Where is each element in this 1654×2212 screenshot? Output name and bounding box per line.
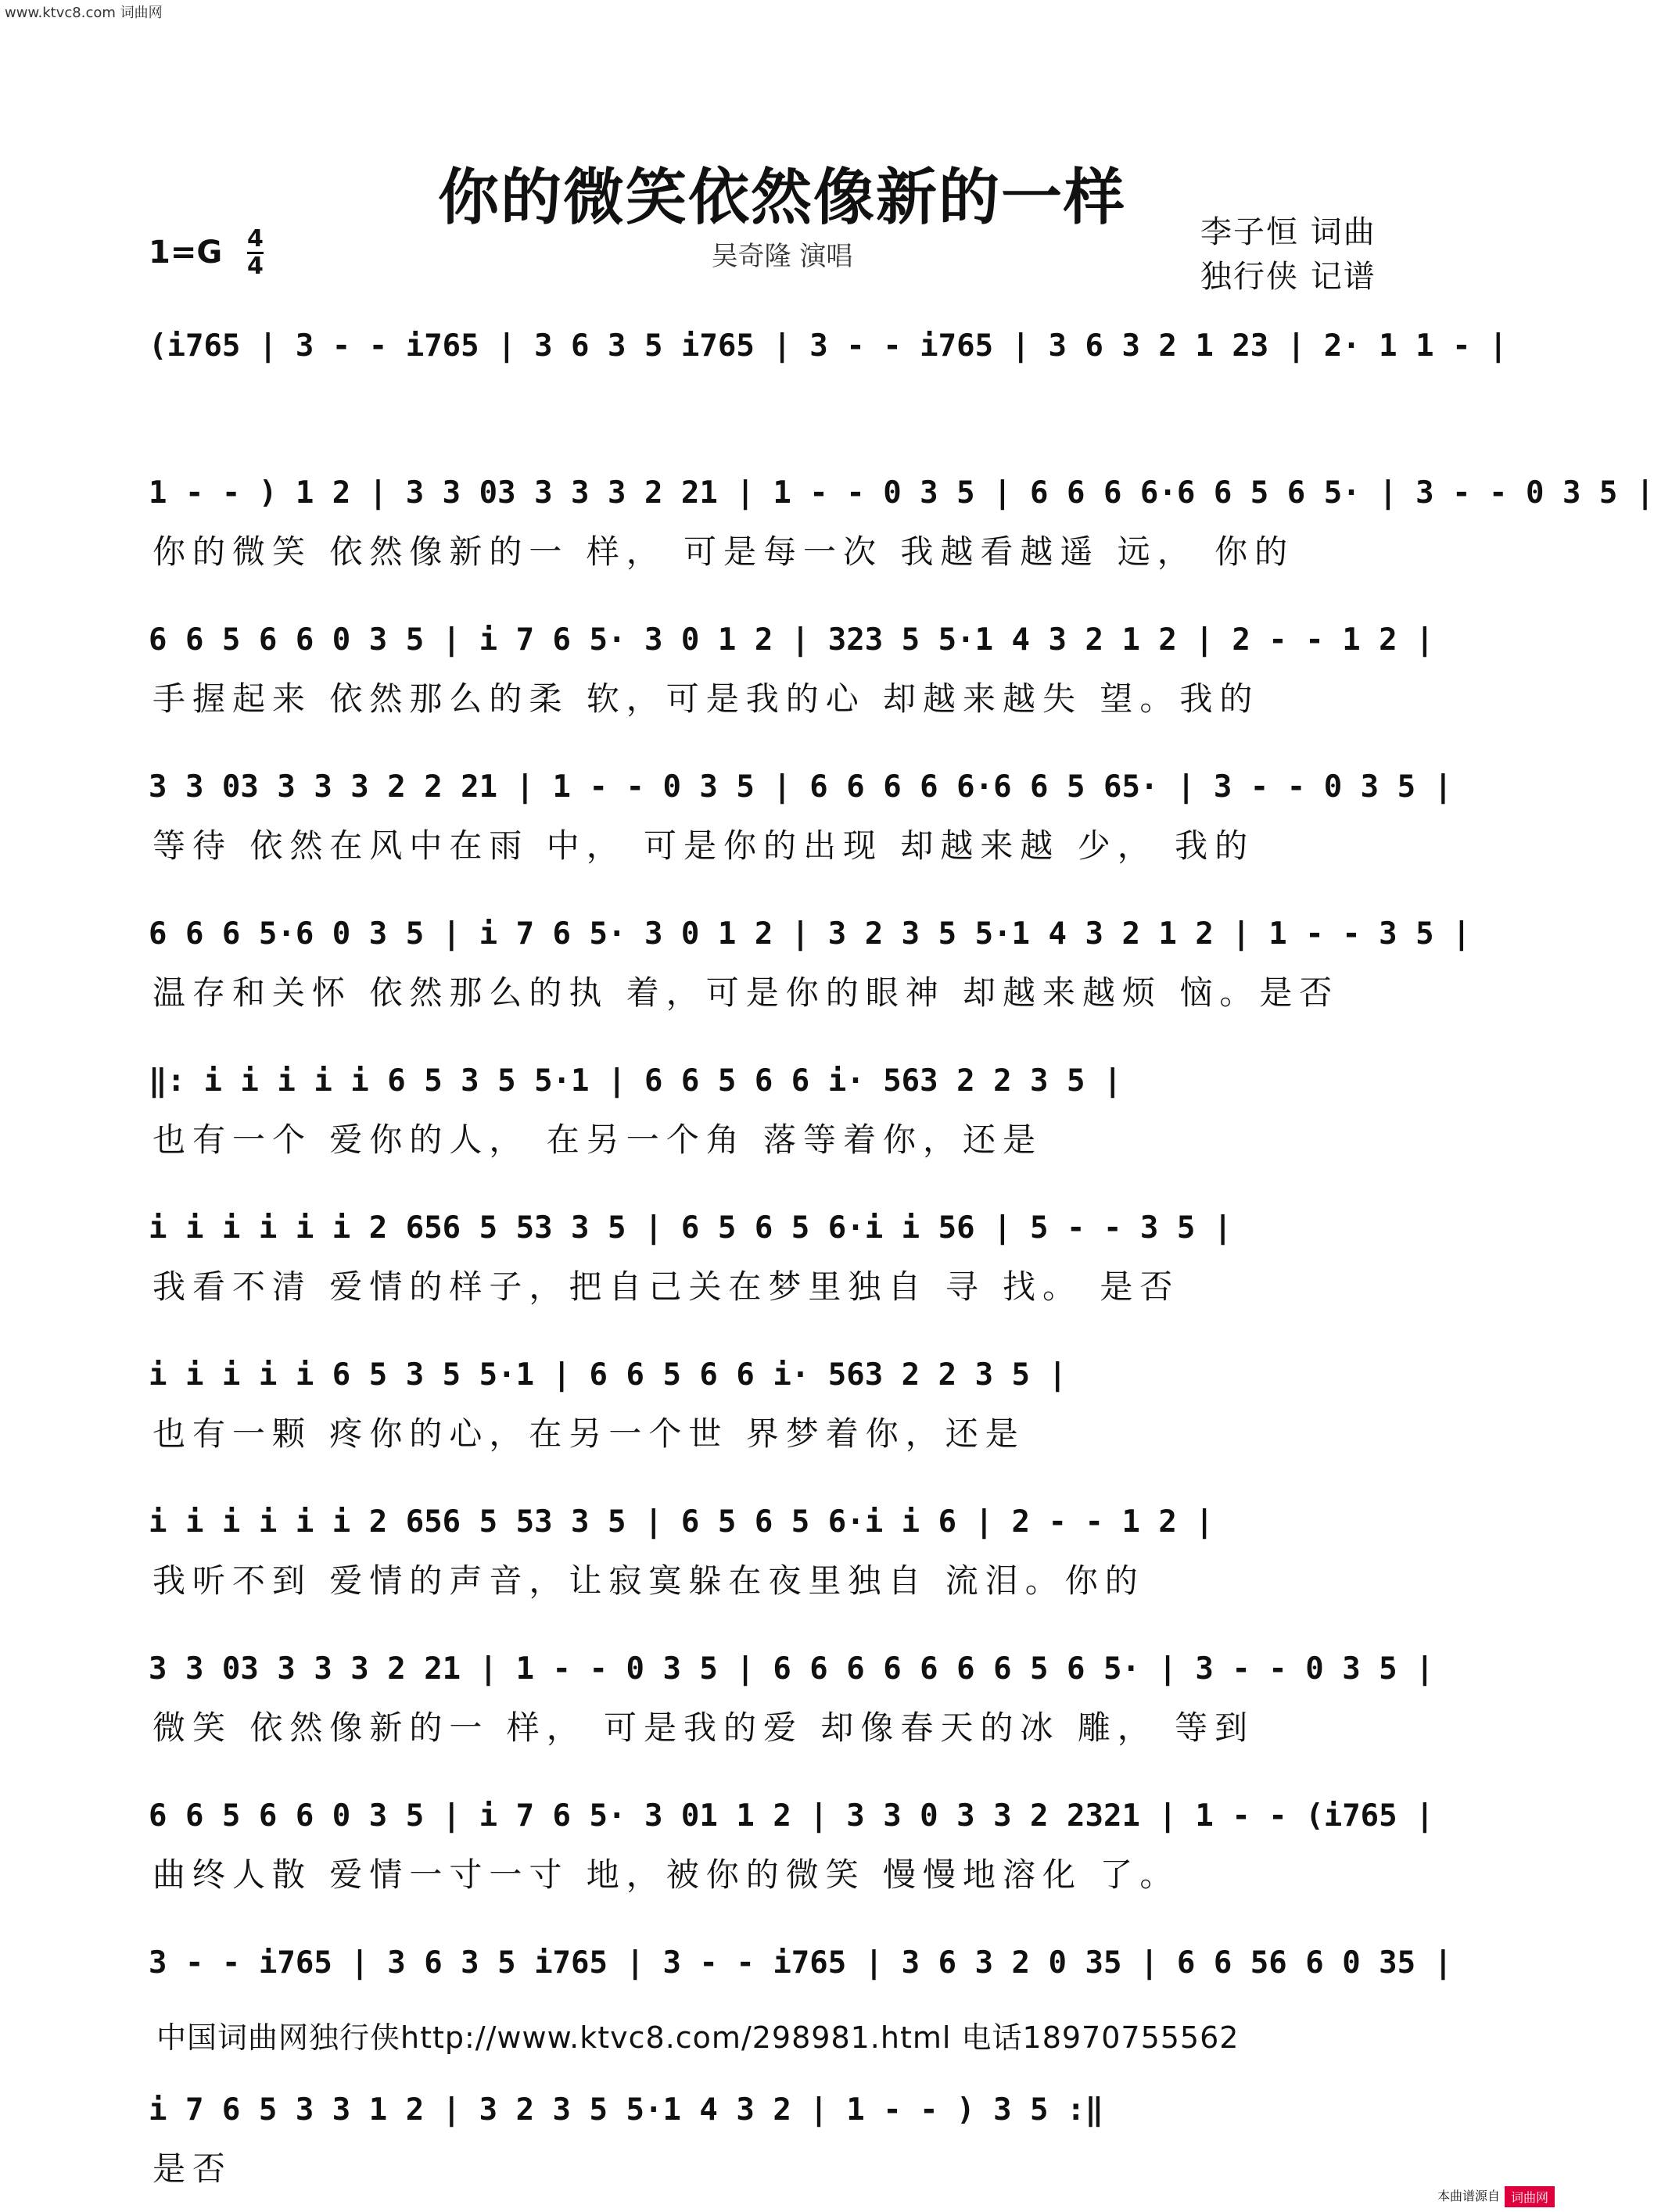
time-signature-bottom: 4 — [247, 253, 264, 280]
lyrics-line: 手握起来 依然那么的柔 软，可是我的心 却越来越失 望。我的 — [152, 679, 1260, 718]
time-signature-top: 4 — [247, 225, 264, 253]
site-header-url[interactable]: www.ktvc8.com 词曲网 — [5, 5, 163, 21]
credit-transcriber: 独行侠 记谱 — [1200, 259, 1376, 295]
notation-line: (i765 | 3 - - i765 | 3 6 3 5 i765 | 3 - - i765 | 3 6 3 2 1 23 | 2· 1 1 - | — [149, 328, 1508, 364]
notation-line: 6 6 5 6 6 0 3 5 | i 7 6 5· 3 01 1 2 | 3 3 0 3 3 2 2321 | 1 - - (i765 | — [149, 1798, 1434, 1834]
source-badge — [1437, 2186, 1555, 2207]
performer-line: 吴奇隆 演唱 — [711, 241, 853, 272]
notation-line: i i i i i i 2 656 5 53 3 5 | 6 5 6 5 6·i i 6 | 2 - - 1 2 | — [149, 1504, 1214, 1540]
time-signature — [247, 227, 264, 279]
lyrics-line: 等待 依然在风中在雨 中， 可是你的出现 却越来越 少， 我的 — [152, 826, 1255, 865]
notation-line: 3 3 03 3 3 3 2 2 21 | 1 - - 0 3 5 | 6 6 6 6 6·6 6 5 65· | 3 - - 0 3 5 | — [149, 769, 1453, 805]
lyrics-line: 也有一个 爱你的人， 在另一个角 落等着你，还是 — [152, 1120, 1043, 1159]
badge-right: 词曲网 — [1505, 2186, 1555, 2207]
footer-source-line[interactable]: 中国词曲网独行侠http://www.ktvc8.com/298981.html 电话18970755562 — [156, 2020, 1240, 2055]
song-title: 你的微笑依然像新的一样 — [437, 162, 1126, 233]
lyrics-line: 你的微笑 依然像新的一 样， 可是每一次 我越看越遥 远， 你的 — [152, 532, 1295, 571]
notation-line: 6 6 5 6 6 0 3 5 | i 7 6 5· 3 0 1 2 | 323 5 5·1 4 3 2 1 2 | 2 - - 1 2 | — [149, 622, 1434, 658]
notation-line: i i i i i i 2 656 5 53 3 5 | 6 5 6 5 6·i i 56 | 5 - - 3 5 | — [149, 1210, 1232, 1246]
notation-line: i i i i i 6 5 3 5 5·1 | 6 6 5 6 6 i· 563 2 2 3 5 | — [149, 1357, 1067, 1393]
lyrics-line: 也有一颗 疼你的心，在另一个世 界梦着你，还是 — [152, 1414, 1025, 1453]
lyrics-line: 我听不到 爱情的声音，让寂寞躲在夜里独自 流泪。你的 — [152, 1561, 1145, 1600]
notation-line: 3 3 03 3 3 3 2 21 | 1 - - 0 3 5 | 6 6 6 6 6 6 6 5 6 5· | 3 - - 0 3 5 | — [149, 1651, 1434, 1687]
credit-composer: 李子恒 词曲 — [1200, 214, 1376, 250]
notation-line: 6 6 6 5·6 0 3 5 | i 7 6 5· 3 0 1 2 | 3 2 3 5 5·1 4 3 2 1 2 | 1 - - 3 5 | — [149, 916, 1471, 952]
notation-line: 1 - - ) 1 2 | 3 3 03 3 3 3 2 21 | 1 - - 0 3 5 | 6 6 6 6·6 6 5 6 5· | 3 - - 0 3 5 | — [149, 475, 1654, 511]
notation-line: 3 - - i765 | 3 6 3 5 i765 | 3 - - i765 | 3 6 3 2 0 35 | 6 6 56 6 0 35 | — [149, 1945, 1453, 1981]
badge-left: 本曲谱源自 — [1437, 2189, 1500, 2203]
lyrics-line: 温存和关怀 依然那么的执 着，可是你的眼神 却越来越烦 恼。是否 — [152, 973, 1340, 1012]
lyrics-line: 我看不清 爱情的样子，把自己关在梦里独自 寻 找。 是否 — [152, 1267, 1180, 1306]
lyrics-line: 是否 — [152, 2149, 233, 2188]
key-signature: 1=G — [149, 235, 223, 271]
lyrics-line: 曲终人散 爱情一寸一寸 地，被你的微笑 慢慢地溶化 了。 — [152, 1855, 1180, 1894]
notation-line: ‖: i i i i i 6 5 3 5 5·1 | 6 6 5 6 6 i· 563 2 2 3 5 | — [149, 1063, 1122, 1099]
lyrics-line: 微笑 依然像新的一 样， 可是我的爱 却像春天的冰 雕， 等到 — [152, 1708, 1255, 1747]
notation-line: i 7 6 5 3 3 1 2 | 3 2 3 5 5·1 4 3 2 | 1 - - ) 3 5 :‖ — [149, 2092, 1103, 2128]
